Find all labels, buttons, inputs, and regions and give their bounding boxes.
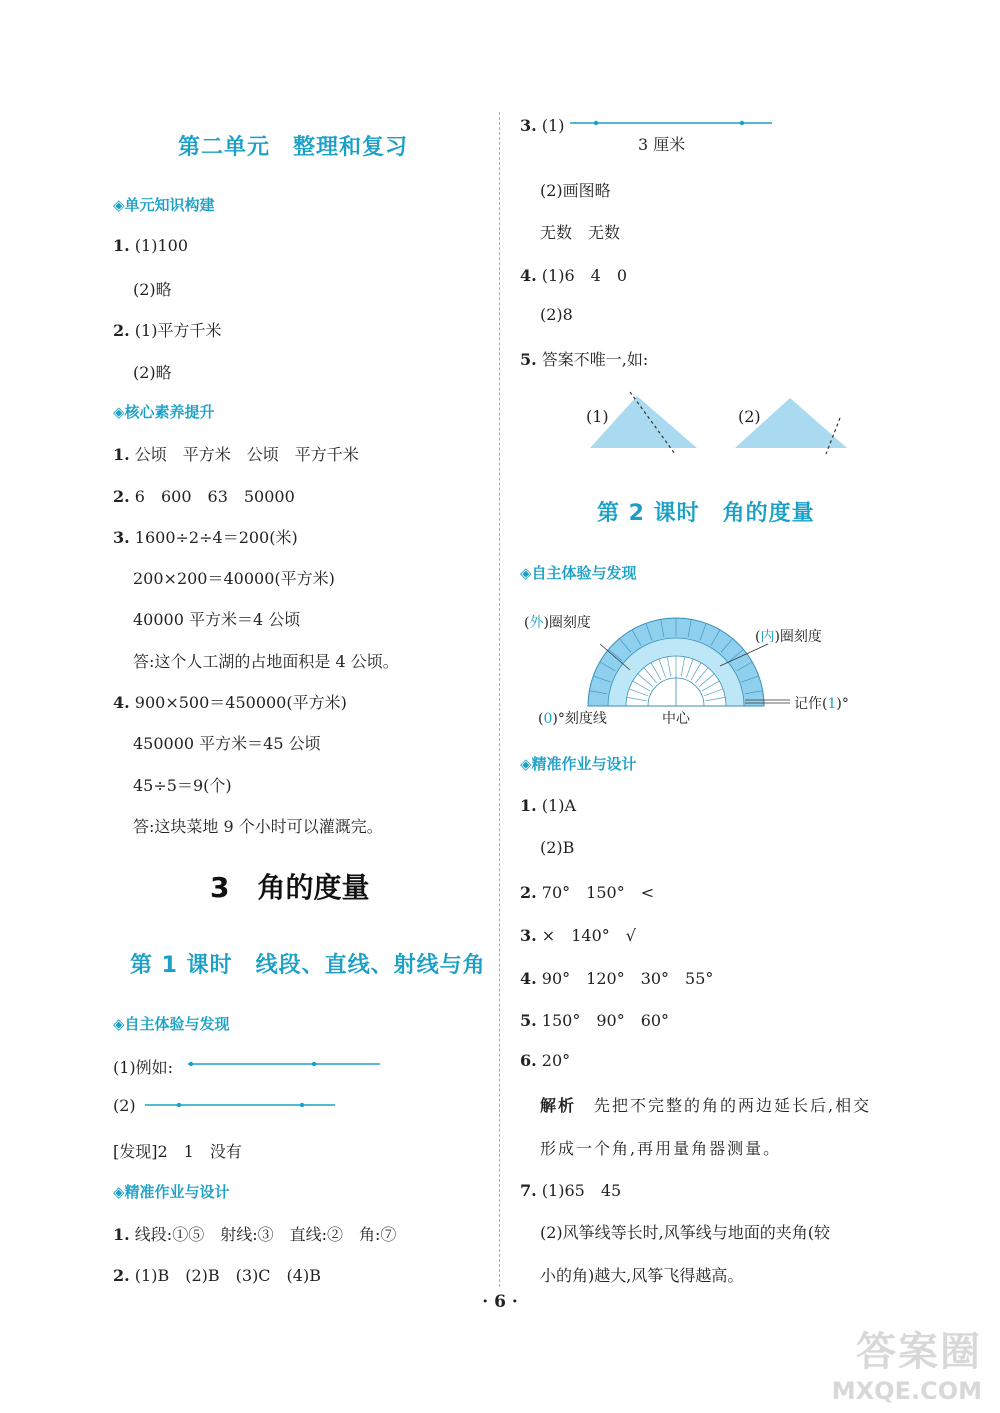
answer-line: (2)B <box>540 838 575 857</box>
answer-line: 1. 公顷 平方米 公顷 平方千米 <box>113 445 359 464</box>
outer-scale-label: (外)圈刻度 <box>524 615 591 631</box>
answer-line: 4. 90° 120° 30° 55° <box>520 969 714 988</box>
section-heading: ◈精准作业与设计 <box>113 1183 230 1201</box>
answer-line: 200×200＝40000(平方米) <box>133 569 335 588</box>
answer-line: 4. (1)6 4 0 <box>520 266 628 285</box>
answer-line: 40000 平方米＝4 公顷 <box>133 610 301 629</box>
unit-title: 第二单元 整理和复习 <box>178 135 409 160</box>
lesson-title: 第 2 课时 角的度量 <box>597 501 815 526</box>
example-line-figure <box>188 1058 383 1070</box>
inner-scale-label: (内)圈刻度 <box>755 629 822 645</box>
answer-line: (2)画图略 <box>540 181 611 200</box>
notation-label: 记作(1)° <box>794 696 849 712</box>
analysis-line: 形成一个角,再用量角器测量。 <box>540 1139 782 1158</box>
ray-line-figure <box>145 1099 340 1111</box>
answer-line: 2. (1)平方千米 <box>113 321 222 340</box>
answer-line: (2)8 <box>540 305 573 324</box>
page-number: · 6 · <box>482 1292 518 1312</box>
column-divider <box>499 112 500 1287</box>
answer-line: 3. 1600÷2÷4＝200(米) <box>113 528 298 547</box>
answer-line: (2)风筝线等长时,风筝线与地面的夹角(较 <box>540 1223 830 1242</box>
section-heading: ◈单元知识构建 <box>113 196 215 214</box>
answer-line: 无数 无数 <box>540 223 621 242</box>
answer-line: 1. (1)A <box>520 796 577 815</box>
lesson-title: 第 1 课时 线段、直线、射线与角 <box>130 953 486 978</box>
answer-line: 答:这块菜地 9 个小时可以灌溉完。 <box>133 817 383 836</box>
segment-length-label: 3 厘米 <box>638 135 686 154</box>
answer-line: (2)略 <box>133 363 172 382</box>
answer-line: (1)例如: <box>113 1058 174 1077</box>
answer-line: 6. 20° <box>520 1051 571 1070</box>
answer-line: 5. 150° 90° 60° <box>520 1011 670 1030</box>
section-heading: ◈精准作业与设计 <box>520 755 637 773</box>
answer-line: 450000 平方米＝45 公顷 <box>133 734 321 753</box>
protractor-pointer-lines <box>600 640 800 710</box>
section-heading: ◈核心素养提升 <box>113 403 215 421</box>
answer-line: 2. 70° 150° < <box>520 883 655 902</box>
answer-line: 7. (1)65 45 <box>520 1181 622 1200</box>
triangle-figure-1 <box>580 390 700 460</box>
analysis-line: 解析 先把不完整的角的两边延长后,相交 <box>540 1096 872 1115</box>
segment-figure <box>570 117 775 129</box>
section-heading: ◈自主体验与发现 <box>113 1015 230 1033</box>
answer-line: 2. (1)B (2)B (3)C (4)B <box>113 1266 321 1285</box>
triangle-figure-2 <box>730 390 855 460</box>
answer-line: 1. (1)100 <box>113 236 188 255</box>
watermark: 答案圈 MXQE.COM <box>831 1329 982 1405</box>
answer-line: 小的角)越大,风筝飞得越高。 <box>540 1266 744 1285</box>
answer-line: 4. 900×500＝450000(平方米) <box>113 693 347 712</box>
answer-line: [发现]2 1 没有 <box>113 1142 242 1161</box>
answer-line: 3. × 140° √ <box>520 926 636 945</box>
answer-line: (2) <box>113 1096 136 1115</box>
answer-line: 2. 6 600 63 50000 <box>113 487 295 506</box>
zero-line-label: (0)°刻度线 <box>538 711 607 727</box>
answer-line: 答:这个人工湖的占地面积是 4 公顷。 <box>133 652 399 671</box>
center-label: 中心 <box>662 711 690 727</box>
answer-line: 3. (1) <box>520 116 565 135</box>
answer-line: (2)略 <box>133 280 172 299</box>
triangle-label-1: (1) <box>586 407 609 426</box>
triangle-label-2: (2) <box>738 407 761 426</box>
answer-line: 45÷5＝9(个) <box>133 776 232 795</box>
answer-line: 1. 线段:①⑤ 射线:③ 直线:② 角:⑦ <box>113 1225 397 1244</box>
section-heading: ◈自主体验与发现 <box>520 564 637 582</box>
chapter-title: 3 角的度量 <box>210 871 370 904</box>
answer-line: 5. 答案不唯一,如: <box>520 350 649 369</box>
